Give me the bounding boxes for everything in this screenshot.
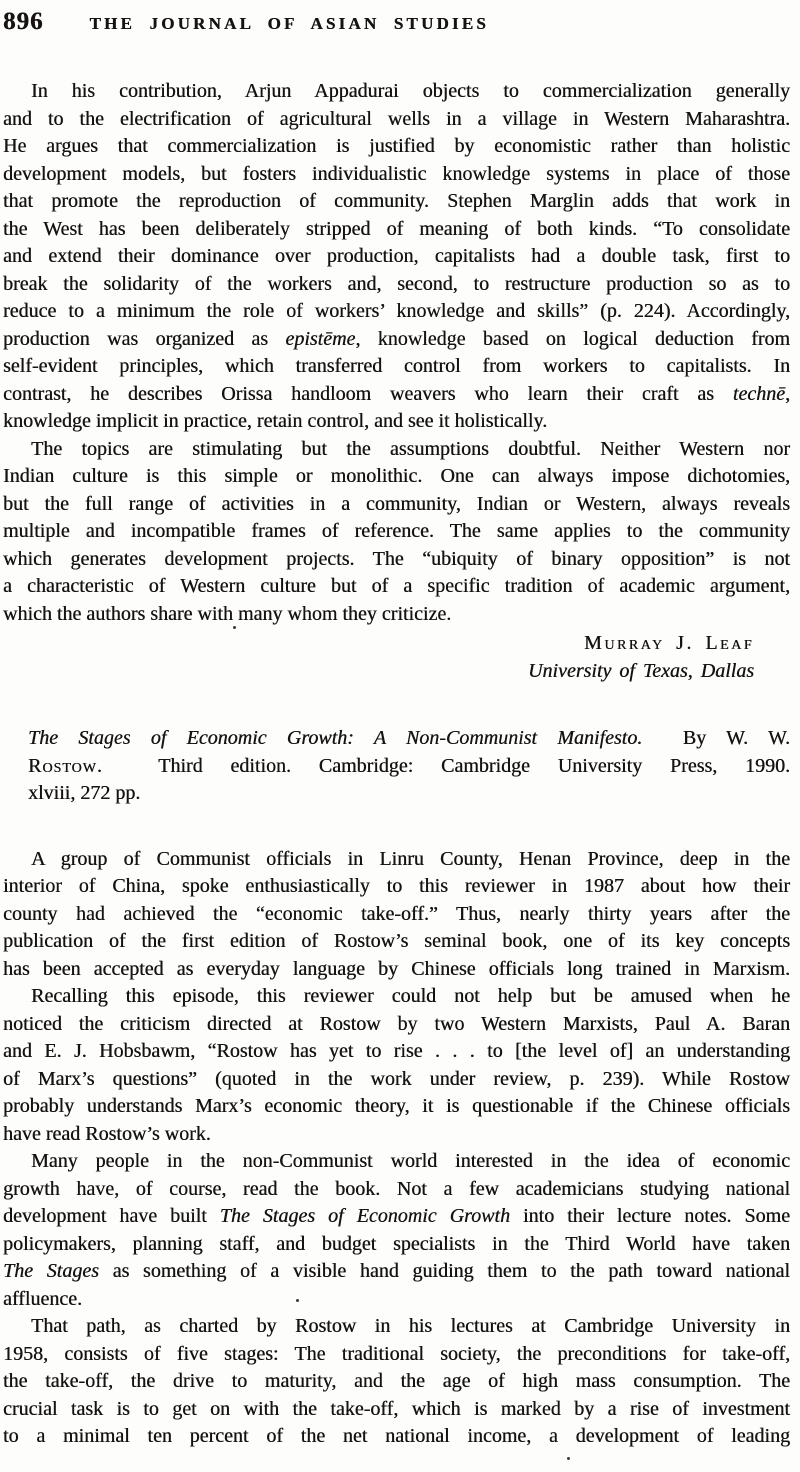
text-line [3, 298, 790, 326]
text-segment: and extend their dominance over production, capitalists had a double task, first to [3, 245, 790, 267]
scan-speck [233, 626, 236, 629]
text-line [3, 1203, 790, 1231]
text-segment: A group of Communist officials in Linru County, Henan Province, deep in the [31, 847, 790, 870]
text-line [3, 1368, 790, 1396]
text-line [3, 1121, 790, 1149]
text-segment: multiple and incompatible frames of reference. The same applies to the community [3, 520, 790, 542]
text-line [28, 725, 790, 753]
page-number: 896 [3, 8, 44, 35]
text-segment: development models, but fosters individualistic knowledge systems in place of those [3, 162, 790, 185]
text-line [3, 408, 790, 436]
italic-text-segment: The Stages [3, 1260, 99, 1282]
text-line [3, 1093, 790, 1121]
text-segment: noticed the criticism directed at Rostow by two Western Marxists, Paul A. Baran [3, 1012, 790, 1035]
text-segment: publication of the first edition of Rostow’s seminal book, one of its key concepts [3, 930, 790, 952]
text-line [3, 216, 790, 244]
reviewer-affiliation: University of Texas, Dallas [527, 660, 754, 682]
text-line [3, 243, 790, 271]
text-segment: have read Rostow’s work. [3, 1122, 211, 1145]
text-segment: policymakers, planning staff, and budget specialists in the Third World have taken [3, 1232, 790, 1255]
text-segment: production was organized as [3, 327, 286, 350]
italic-text-segment: epistēme [285, 327, 356, 350]
text-line [3, 928, 790, 956]
text-segment: By W. W. [642, 727, 790, 749]
text-line [3, 463, 790, 491]
text-line [3, 326, 790, 354]
text-line [3, 161, 790, 189]
text-line [3, 1341, 790, 1369]
text-line [3, 1286, 790, 1314]
text-segment: to a minimal ten percent of the net national income, a development of leading [3, 1425, 790, 1447]
italic-text-segment: The Stages of Economic Growth [219, 1205, 510, 1227]
text-line [28, 753, 790, 781]
text-line [3, 133, 790, 161]
text-segment: knowledge implicit in practice, retain control, and see it holistically. [3, 410, 548, 432]
text-line [3, 78, 790, 106]
text-line [3, 436, 790, 464]
text-line [3, 1396, 790, 1424]
page-header [3, 8, 790, 36]
text-line [3, 491, 790, 519]
text-segment: xlviii, 272 pp. [28, 782, 141, 804]
text-line [3, 1176, 790, 1204]
text-segment: which generates development projects. The “ubiquity of binary opposition” is not [3, 547, 790, 570]
text-segment: , knowledge based on logical deduction from [355, 327, 790, 350]
text-segment: He argues that commercialization is justified by economistic rather than holistic [3, 135, 790, 157]
text-line [3, 546, 790, 574]
text-line [3, 271, 790, 299]
text-segment: the take-off, the drive to maturity, and the age of high mass consumption. The [3, 1370, 790, 1392]
text-segment: In his contribution, Arjun Appadurai objects to commercialization generally [31, 80, 790, 102]
text-segment: and to the electrification of agricultural wells in a village in Western Maharashtra. [3, 107, 790, 130]
text-line [3, 1258, 790, 1286]
text-line [3, 1231, 790, 1259]
text-line [3, 518, 790, 546]
text-segment: That path, as charted by Rostow in his lectures at Cambridge University in [31, 1315, 790, 1337]
text-line [3, 601, 790, 629]
text-segment: 1958, consists of five stages: The traditional society, the preconditions for take-off, [3, 1342, 790, 1365]
text-line [3, 1313, 790, 1341]
text-segment: crucial task is to get on with the take-off, which is marked by a rise of investment [3, 1397, 790, 1420]
text-segment: of Marx’s questions” (quoted in the work under review, p. 239). While Rostow [3, 1067, 790, 1090]
text-segment: that promote the reproduction of community. Stephen Marglin adds that work in [3, 190, 790, 212]
text-segment: a characteristic of Western culture but of a specific tradition of academic argument, [3, 575, 790, 597]
text-segment: and E. J. Hobsbawm, “Rostow has yet to rise . . . to [the level of] an understanding [3, 1040, 790, 1062]
review-rostow-body [3, 846, 790, 1451]
text-line [3, 983, 790, 1011]
text-segment: Indian culture is this simple or monolithic. One can always impose dichotomies, [3, 465, 790, 487]
text-line [3, 381, 790, 409]
reviewer-name: Murray J. Leaf [584, 632, 754, 654]
text-line [3, 106, 790, 134]
review-leaf-body [3, 78, 790, 628]
text-segment: self-evident principles, which transferred control from workers to capitalists. In [3, 355, 790, 377]
text-line [3, 1148, 790, 1176]
text-segment: , [785, 382, 790, 405]
scan-speck [296, 1299, 299, 1302]
text-segment: development have built [3, 1205, 220, 1227]
text-line [3, 1423, 790, 1451]
text-segment: which the authors share with many whom they criticize. [3, 602, 452, 625]
text-line [3, 873, 790, 901]
text-segment: interior of China, spoke enthusiastically to this reviewer in 1987 about how their [3, 875, 790, 897]
text-segment: affluence. [3, 1287, 83, 1310]
text-segment: the West has been deliberately stripped of meaning of both kinds. “To consolidate [3, 217, 790, 240]
text-segment: into their lecture notes. Some [509, 1205, 790, 1227]
text-line [3, 1011, 790, 1039]
text-segment: The topics are stimulating but the assumptions doubtful. Neither Western nor [31, 437, 790, 460]
text-segment: reduce to a minimum the role of workers’ knowledge and skills” (p. 224). Accordingly, [3, 300, 790, 322]
text-segment: Third edition. Cambridge: Cambridge University Press, 1990. [102, 754, 790, 777]
text-segment: but the full range of activities in a community, Indian or Western, always reveals [3, 492, 790, 515]
scan-speck [567, 1457, 570, 1460]
text-segment: probably understands Marx’s economic theory, it is questionable if the Chinese officials [3, 1095, 790, 1117]
text-segment: Recalling this episode, this reviewer could not help but be amused when he [31, 985, 790, 1007]
text-line [3, 188, 790, 216]
text-segment: contrast, he describes Orissa handloom weavers who learn their craft as [3, 382, 733, 405]
reviewer-signature [3, 629, 790, 685]
text-segment: break the solidarity of the workers and, second, to restructure production so as to [3, 272, 790, 295]
italic-text-segment: technē [732, 382, 785, 405]
text-line [3, 846, 790, 874]
text-line [3, 353, 790, 381]
text-segment: Many people in the non-Communist world interested in the idea of economic [31, 1150, 790, 1172]
text-line [3, 901, 790, 929]
text-line [3, 573, 790, 601]
text-segment: has been accepted as everyday language by Chinese officials long trained in Marxism. [3, 957, 790, 980]
text-line [28, 780, 790, 808]
text-line [3, 1066, 790, 1094]
text-segment: growth have, of course, read the book. Not a few academicians studying national [3, 1177, 790, 1200]
book-citation [3, 725, 790, 808]
text-segment: county had achieved the “economic take-off.” Thus, nearly thirty years after the [3, 902, 790, 925]
text-line [3, 956, 790, 984]
italic-text-segment: The Stages of Economic Growth: A Non-Communist Manifesto. [28, 727, 643, 749]
text-line [3, 1038, 790, 1066]
small-caps-text-segment: Rostow. [28, 754, 103, 777]
text-segment: as something of a visible hand guiding them to the path toward national [98, 1260, 790, 1282]
journal-title: THE JOURNAL OF ASIAN STUDIES [89, 14, 489, 33]
